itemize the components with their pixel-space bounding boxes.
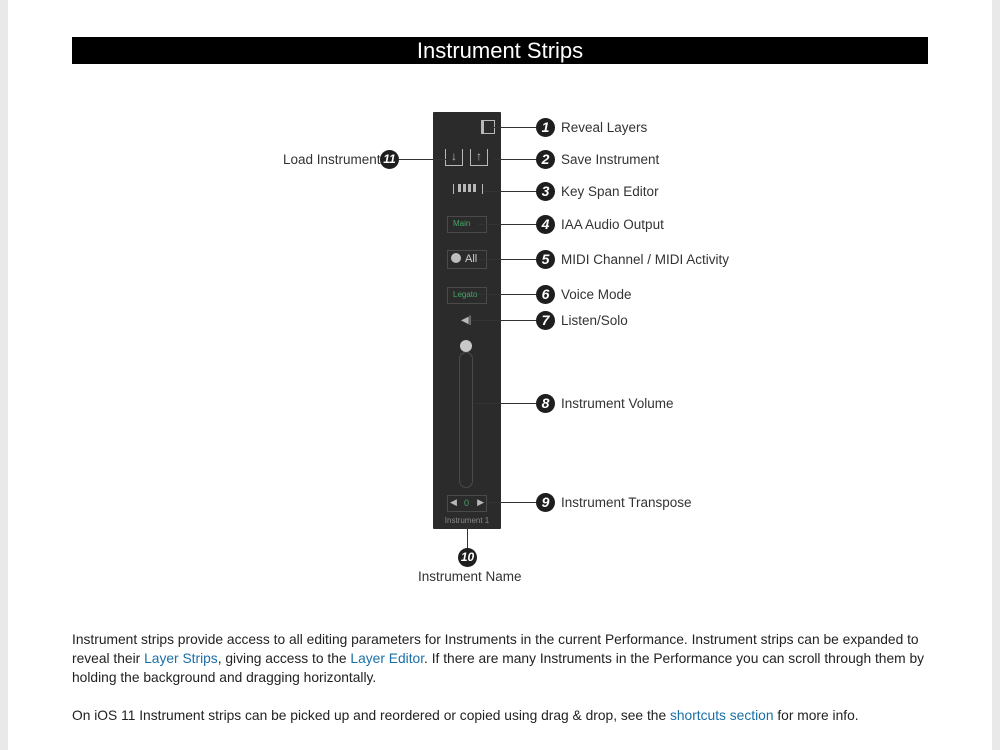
callout-number: 7	[536, 311, 555, 330]
load-instrument-icon[interactable]: ↓	[445, 149, 463, 166]
callout-label: Instrument Volume	[561, 396, 674, 411]
instrument-name-label[interactable]: Instrument 1	[444, 516, 490, 525]
callout-number: 4	[536, 215, 555, 234]
callout-label: Save Instrument	[561, 152, 660, 167]
manual-page	[8, 0, 992, 750]
callout-number: 10	[458, 548, 477, 567]
layer-strips-link[interactable]: Layer Strips	[144, 651, 218, 666]
callout-number: 3	[536, 182, 555, 201]
callout-label: MIDI Channel / MIDI Activity	[561, 252, 730, 267]
volume-slider-track[interactable]	[459, 352, 473, 488]
shortcuts-section-link[interactable]: shortcuts section	[669, 708, 774, 723]
callout-label: Voice Mode	[561, 287, 632, 302]
callout-label: Key Span Editor	[561, 184, 659, 199]
callout-number: 5	[536, 250, 555, 269]
midi-activity-icon	[451, 253, 461, 263]
callout-number: 11	[380, 150, 399, 169]
volume-slider-knob[interactable]	[460, 340, 472, 352]
transpose-increment-icon[interactable]: ▶	[477, 497, 484, 507]
callout-number: 2	[536, 150, 555, 169]
body-paragraph: Instrument strips provide access to all editing parameters for Instruments in the current Performance. Instrument strips can be expanded to reveal their Layer Strips, giving access to the Layer Editor. If there are many Instruments in the Performance you can scroll through them by holding the background and dragging horizontally.	[72, 632, 925, 685]
midi-channel-select[interactable]: All	[447, 250, 487, 269]
callout-label: Instrument Name	[418, 569, 522, 584]
callout-label: IAA Audio Output	[561, 217, 664, 232]
transpose-decrement-icon[interactable]: ◀	[450, 497, 457, 507]
callout-label: Reveal Layers	[561, 120, 648, 135]
audio-output-select[interactable]: Main	[447, 216, 487, 233]
layer-editor-link[interactable]: Layer Editor	[350, 651, 425, 666]
callout-label: Load Instrument	[283, 152, 381, 167]
page-title: Instrument Strips	[72, 37, 928, 64]
key-span-editor-icon[interactable]	[453, 184, 483, 194]
body-paragraph: On iOS 11 Instrument strips can be picked up and reordered or copied using drag & drop, see the shortcuts section for more info.	[72, 708, 859, 723]
callout-number: 1	[536, 118, 555, 137]
callout-number: 8	[536, 394, 555, 413]
callout-number: 9	[536, 493, 555, 512]
callout-number: 6	[536, 285, 555, 304]
callout-label: Instrument Transpose	[561, 495, 692, 510]
voice-mode-select[interactable]: Legato	[447, 287, 487, 304]
callout-label: Listen/Solo	[561, 313, 628, 328]
listen-solo-icon[interactable]: ◀|	[461, 315, 472, 326]
transpose-stepper[interactable]: ◀ 0 ▶	[447, 495, 487, 512]
save-instrument-icon[interactable]: ↑	[470, 149, 488, 166]
